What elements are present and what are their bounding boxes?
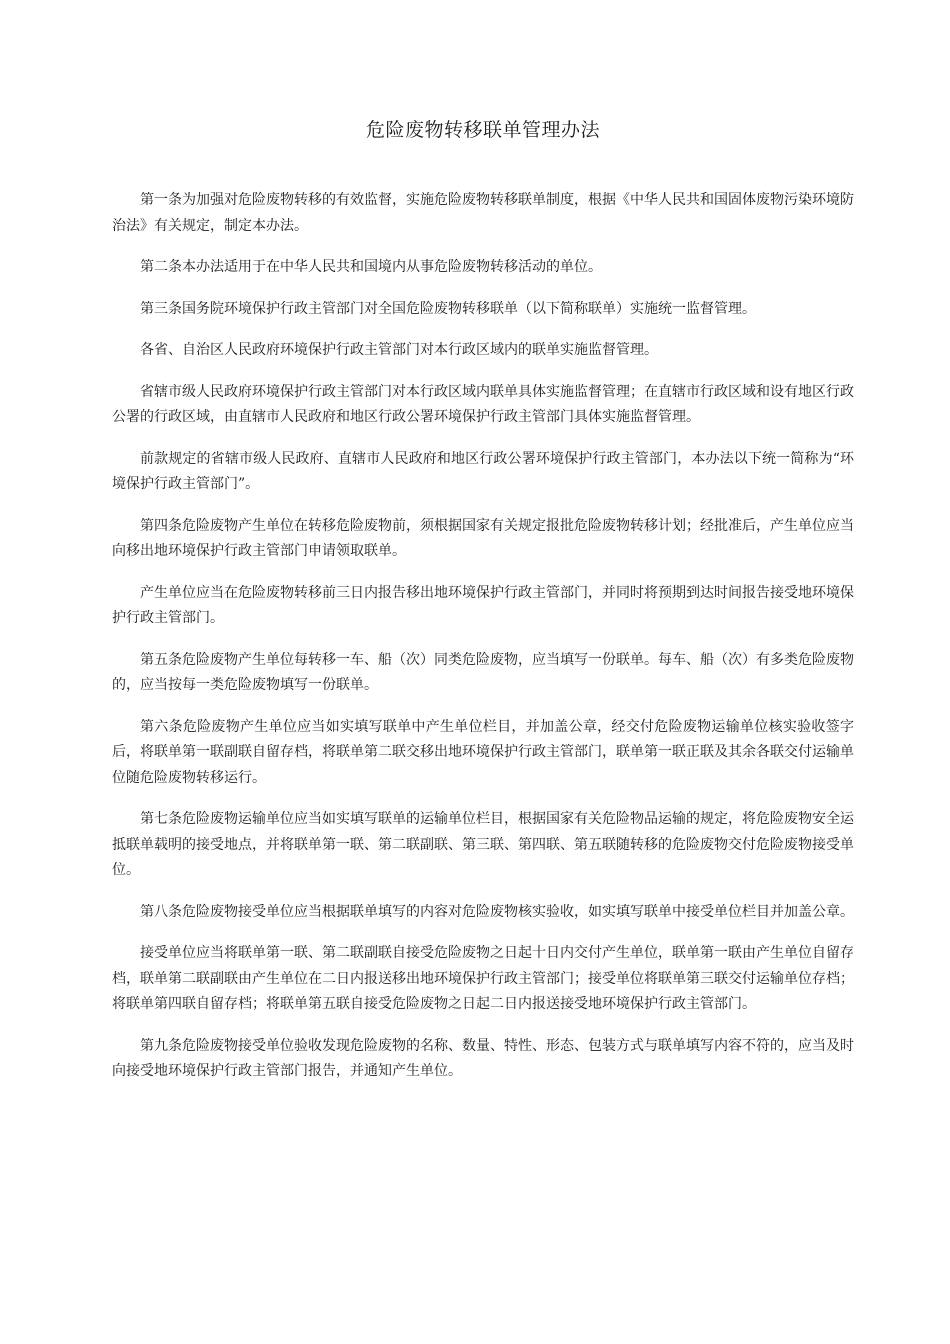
paragraph: 各省、自治区人民政府环境保护行政主管部门对本行政区域内的联单实施监督管理。 [140,342,658,358]
paragraph: 第七条危险废物运输单位应当如实填写联单的运输单位栏目，根据国家有关危险物品运输的规定，将危险废物安全运抵联单载明的接受地点，并将联单第一联、第二联副联、第三联、第四联、第五联随转移的危险废物交付危险废物接受单位。 [112,811,854,878]
paragraph: 产生单位应当在危险废物转移前三日内报告移出地环境保护行政主管部门，并同时将预期到达时间报告接受地环境保护行政主管部门。 [112,584,854,626]
paragraph: 第九条危险废物接受单位验收发现危险废物的名称、数量、特性、形态、包装方式与联单填写内容不符的，应当及时向接受地环境保护行政主管部门报告，并通知产生单位。 [112,1037,854,1079]
paragraph: 省辖市级人民政府环境保护行政主管部门对本行政区域内联单具体实施监督管理；在直辖市行政区域和设有地区行政公署的行政区域，由直辖市人民政府和地区行政公署环境保护行政主管部门具体实施监督管理。 [112,383,854,425]
document-title: 危险废物转移联单管理办法 [365,119,600,141]
paragraph: 第六条危险废物产生单位应当如实填写联单中产生单位栏目，并加盖公章，经交付危险废物运输单位核实验收签字后，将联单第一联副联自留存档，将联单第二联交移出地环境保护行政主管部门，联单第一联正联及其余各联交付运输单位随危险废物转移运行。 [112,718,854,786]
document-page [112,116,854,1101]
paragraph: 第五条危险废物产生单位每转移一车、船（次）同类危险废物，应当填写一份联单。每车、船（次）有多类危险废物的，应当按每一类危险废物填写一份联单。 [112,651,854,693]
paragraph: 第一条为加强对危险废物转移的有效监督，实施危险废物转移联单制度，根据《中华人民共和国固体废物污染环境防治法》有关规定，制定本办法。 [112,192,854,234]
paragraph: 第三条国务院环境保护行政主管部门对全国危险废物转移联单（以下简称联单）实施统一监督管理。 [140,300,756,317]
paragraph: 第二条本办法适用于在中华人民共和国境内从事危险废物转移活动的单位。 [140,259,602,275]
paragraph: 前款规定的省辖市级人民政府、直辖市人民政府和地区行政公署环境保护行政主管部门，本办法以下统一简称为“环境保护行政主管部门”。 [112,450,854,492]
paragraph: 第八条危险废物接受单位应当根据联单填写的内容对危险废物核实验收，如实填写联单中接受单位栏目并加盖公章。 [140,903,854,920]
paragraph: 第四条危险废物产生单位在转移危险废物前，须根据国家有关规定报批危险废物转移计划；经批准后，产生单位应当向移出地环境保护行政主管部门申请领取联单。 [112,517,854,559]
paragraph: 接受单位应当将联单第一联、第二联副联自接受危险废物之日起十日内交付产生单位，联单第一联由产生单位自留存档，联单第二联副联由产生单位在二日内报送移出地环境保护行政主管部门；接受单位将联单第三联交付运输单位存档；将联单第四联自留存档；将联单第五联自接受危险废物之日起二日内报送接受地环境保护行政主管部门。 [112,945,854,1012]
